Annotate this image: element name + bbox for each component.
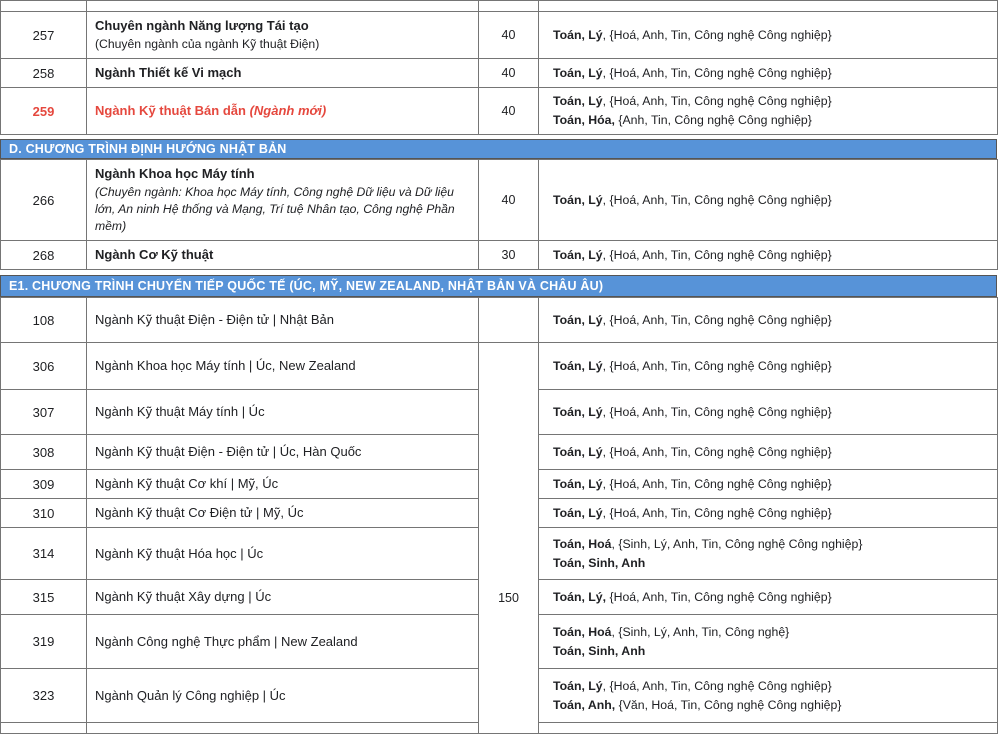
text-segment: Toán, Lý	[553, 678, 603, 693]
text-segment: Ngành Khoa học Máy tính	[95, 166, 255, 181]
text-segment: Toán, Lý	[553, 444, 603, 459]
text-segment: Toán, Hoá	[553, 536, 612, 551]
text-segment: Toán, Lý	[553, 247, 603, 262]
subject-combination-cell	[539, 528, 998, 580]
subject-combination-cell	[539, 669, 998, 723]
table-row	[1, 1, 998, 12]
text-segment: Ngành Kỹ thuật Xây dựng | Úc	[95, 589, 272, 604]
code-cell: 310	[1, 499, 87, 528]
program-note-line	[95, 36, 468, 53]
text-segment: Ngành Công nghệ Thực phẩm | New Zealand	[95, 633, 358, 649]
code-cell: 323	[1, 669, 87, 723]
text-segment: , {Hoá, Anh, Tin, Công nghệ Công nghiệp}	[602, 94, 832, 108]
subject-combination-cell	[539, 435, 998, 470]
program-name-line	[95, 504, 468, 522]
text-segment: , {Sinh, Lý, Anh, Tin, Công nghệ}	[611, 624, 790, 639]
text-segment: Toán, Lý	[553, 312, 603, 327]
quota-cell: 30	[479, 241, 539, 270]
subject-combination-cell	[539, 298, 998, 343]
program-name-line	[95, 64, 468, 82]
section-header-label: D. CHƯƠNG TRÌNH ĐỊNH HƯỚNG NHẬT BẢN	[9, 142, 287, 156]
subject-combination-line	[553, 623, 987, 642]
text-segment: Toán, Sinh, Anh	[553, 555, 646, 570]
text-segment: Toán, Lý	[553, 192, 603, 207]
subject-combination-line	[553, 111, 987, 130]
program-name-line	[95, 545, 468, 563]
text-segment: Toán, Sinh, Anh	[553, 643, 646, 658]
subject-combination-cell	[539, 580, 998, 615]
code-cell: 257	[1, 12, 87, 59]
text-segment: Toán, Anh,	[553, 697, 616, 712]
subject-combination-cell	[539, 470, 998, 499]
text-segment: Ngành Kỹ thuật Cơ khí | Mỹ, Úc	[95, 476, 279, 491]
text-segment: Ngành Kỹ thuật Bán dẫn	[95, 103, 250, 118]
program-name-line	[95, 687, 468, 705]
text-segment: Toán, Lý	[553, 27, 603, 42]
subject-combination-cell	[539, 12, 998, 59]
subject-combination-cell	[539, 88, 998, 135]
subject-combination-line	[553, 246, 987, 265]
program-name-cell	[87, 435, 479, 470]
program-name-cell	[87, 615, 479, 669]
program-name-cell	[87, 723, 479, 734]
text-segment: Ngành Thiết kế Vi mạch	[95, 65, 242, 80]
code-cell: 258	[1, 59, 87, 88]
subject-combination-line	[553, 696, 987, 715]
text-segment: , {Hoá, Anh, Tin, Công nghệ Công nghiệp}	[602, 65, 832, 80]
code-cell: 108	[1, 298, 87, 343]
quota-cell: 40	[479, 160, 539, 241]
text-segment: Ngành Kỹ thuật Máy tính | Úc	[95, 404, 265, 419]
subject-combination-line	[553, 642, 987, 661]
subject-combination-cell	[539, 390, 998, 435]
program-name-line	[95, 102, 468, 120]
program-name-cell	[87, 669, 479, 723]
program-name-cell	[87, 343, 479, 390]
table-row	[1, 241, 998, 270]
subject-combination-line	[553, 588, 987, 607]
subject-combination-line	[553, 64, 987, 83]
subject-combination-cell	[539, 59, 998, 88]
program-name-line	[95, 17, 468, 35]
program-name-cell	[87, 1, 479, 12]
subject-combination-cell	[539, 343, 998, 390]
program-name-cell	[87, 160, 479, 241]
text-segment: (Ngành mới)	[249, 103, 327, 118]
text-segment: , {Sinh, Lý, Anh, Tin, Công nghệ Công nghiệp}	[611, 536, 863, 551]
code-cell	[1, 1, 87, 12]
code-cell	[1, 723, 87, 734]
subject-combination-line	[553, 26, 987, 45]
code-cell: 268	[1, 241, 87, 270]
section-header-label: E1. CHƯƠNG TRÌNH CHUYỂN TIẾP QUỐC TẾ (ÚC, MỸ, NEW ZEALAND, NHẬT BẢN VÀ CHÂU ÂU)	[9, 279, 604, 293]
program-name-cell	[87, 88, 479, 135]
text-segment: Toán, Lý	[553, 404, 603, 419]
code-cell: 266	[1, 160, 87, 241]
text-segment: Ngành Kỹ thuật Cơ Điện tử | Mỹ, Úc	[95, 505, 304, 520]
subject-combination-line	[553, 311, 987, 330]
subject-combination-cell	[539, 160, 998, 241]
program-name-line	[95, 357, 468, 375]
subject-combination-cell	[539, 499, 998, 528]
code-cell: 306	[1, 343, 87, 390]
code-cell: 307	[1, 390, 87, 435]
text-segment: Ngành Quản lý Công nghiệp | Úc	[95, 687, 286, 703]
subject-combination-line	[553, 535, 987, 554]
text-segment: Ngành Kỹ thuật Điện - Điện tử | Nhật Bản	[95, 312, 334, 327]
section-header-e1	[0, 275, 997, 297]
quota-cell: 40	[479, 59, 539, 88]
subject-combination-cell	[539, 241, 998, 270]
program-name-line	[95, 246, 468, 264]
subject-combination-line	[553, 403, 987, 422]
text-segment: Ngành Khoa học Máy tính | Úc, New Zealand	[95, 358, 356, 373]
admissions-table-section-top	[0, 0, 998, 135]
program-name-cell	[87, 528, 479, 580]
text-segment: , {Hoá, Anh, Tin, Công nghệ Công nghiệp}	[602, 27, 832, 42]
text-segment: Toán, Lý	[553, 505, 603, 520]
table-row	[1, 59, 998, 88]
text-segment: , {Hoá, Anh, Tin, Công nghệ Công nghiệp}	[602, 476, 832, 491]
subject-combination-cell	[539, 723, 998, 734]
text-segment: {Anh, Tin, Công nghệ Công nghiệp}	[614, 113, 812, 127]
admissions-table-section-e1	[0, 297, 998, 734]
table-row	[1, 298, 998, 343]
code-cell: 314	[1, 528, 87, 580]
text-segment: Toán, Hoá	[553, 624, 612, 639]
program-name-line	[95, 403, 468, 421]
program-name-cell	[87, 470, 479, 499]
subject-combination-line	[553, 357, 987, 376]
text-segment: Toán, Lý	[553, 358, 603, 373]
text-segment: , {Hoá, Anh, Tin, Công nghệ Công nghiệp}	[602, 247, 832, 262]
section-header-d	[0, 139, 997, 159]
text-segment: {Hoá, Anh, Tin, Công nghệ Công nghiệp}	[606, 589, 832, 604]
table-row	[1, 160, 998, 241]
text-segment: Toán, Lý	[553, 65, 603, 80]
text-segment: Toán, Lý,	[553, 589, 607, 604]
quota-cell	[479, 298, 539, 343]
program-name-cell	[87, 59, 479, 88]
table-row	[1, 88, 998, 135]
table-row	[1, 343, 998, 390]
text-segment: , {Hoá, Anh, Tin, Công nghệ Công nghiệp}	[602, 192, 832, 207]
subject-combination-line	[553, 191, 987, 210]
text-segment: (Chuyên ngành của ngành Kỹ thuật Điện)	[95, 37, 320, 51]
subject-combination-line	[553, 504, 987, 523]
program-name-cell	[87, 241, 479, 270]
text-segment: Ngành Kỹ thuật Điện - Điện tử | Úc, Hàn Quốc	[95, 444, 362, 459]
text-segment: Toán, Lý	[553, 94, 603, 108]
text-segment: , {Hoá, Anh, Tin, Công nghệ Công nghiệp}	[602, 444, 832, 459]
text-segment: , {Hoá, Anh, Tin, Công nghệ Công nghiệp}	[602, 678, 832, 693]
program-name-line	[95, 633, 468, 651]
subject-combination-line	[553, 443, 987, 462]
subject-combination-cell	[539, 1, 998, 12]
program-name-line	[95, 165, 468, 183]
text-segment: Chuyên ngành Năng lượng Tái tạo	[95, 18, 309, 33]
code-cell: 315	[1, 580, 87, 615]
text-segment: , {Hoá, Anh, Tin, Công nghệ Công nghiệp}	[602, 505, 832, 520]
program-name-cell	[87, 12, 479, 59]
code-cell: 319	[1, 615, 87, 669]
text-segment: , {Hoá, Anh, Tin, Công nghệ Công nghiệp}	[602, 312, 832, 327]
program-name-cell	[87, 580, 479, 615]
quota-cell	[479, 1, 539, 12]
quota-cell: 40	[479, 88, 539, 135]
code-cell: 308	[1, 435, 87, 470]
quota-cell: 40	[479, 12, 539, 59]
text-segment: Ngành Cơ Kỹ thuật	[95, 247, 214, 262]
quota-cell-merged: 150	[479, 343, 539, 734]
text-segment: {Văn, Hoá, Tin, Công nghệ Công nghiệp}	[615, 697, 842, 712]
program-name-cell	[87, 298, 479, 343]
subject-combination-cell	[539, 615, 998, 669]
program-name-line	[95, 475, 468, 493]
text-segment: (Chuyên ngành: Khoa học Máy tính, Công nghệ Dữ liệu và Dữ liệu lớn, An ninh Hệ thống và Mạng, Trí tuệ Nhân tạo, Công nghệ Phần mềm)	[95, 185, 455, 233]
subject-combination-line	[553, 554, 987, 573]
program-name-line	[95, 443, 468, 461]
admissions-table-section-d	[0, 159, 998, 270]
code-cell: 259	[1, 88, 87, 135]
program-name-cell	[87, 390, 479, 435]
subject-combination-line	[553, 92, 987, 111]
subject-combination-line	[553, 475, 987, 494]
code-cell: 309	[1, 470, 87, 499]
text-segment: , {Hoá, Anh, Tin, Công nghệ Công nghiệp}	[602, 358, 832, 373]
program-name-line	[95, 311, 468, 329]
program-note-line	[95, 184, 468, 235]
text-segment: , {Hoá, Anh, Tin, Công nghệ Công nghiệp}	[602, 404, 832, 419]
program-name-line	[95, 588, 468, 606]
table-row	[1, 12, 998, 59]
subject-combination-line	[553, 677, 987, 696]
text-segment: Toán, Lý	[553, 476, 603, 491]
program-name-cell	[87, 499, 479, 528]
text-segment: Toán, Hóa,	[553, 113, 615, 127]
text-segment: Ngành Kỹ thuật Hóa học | Úc	[95, 545, 264, 561]
